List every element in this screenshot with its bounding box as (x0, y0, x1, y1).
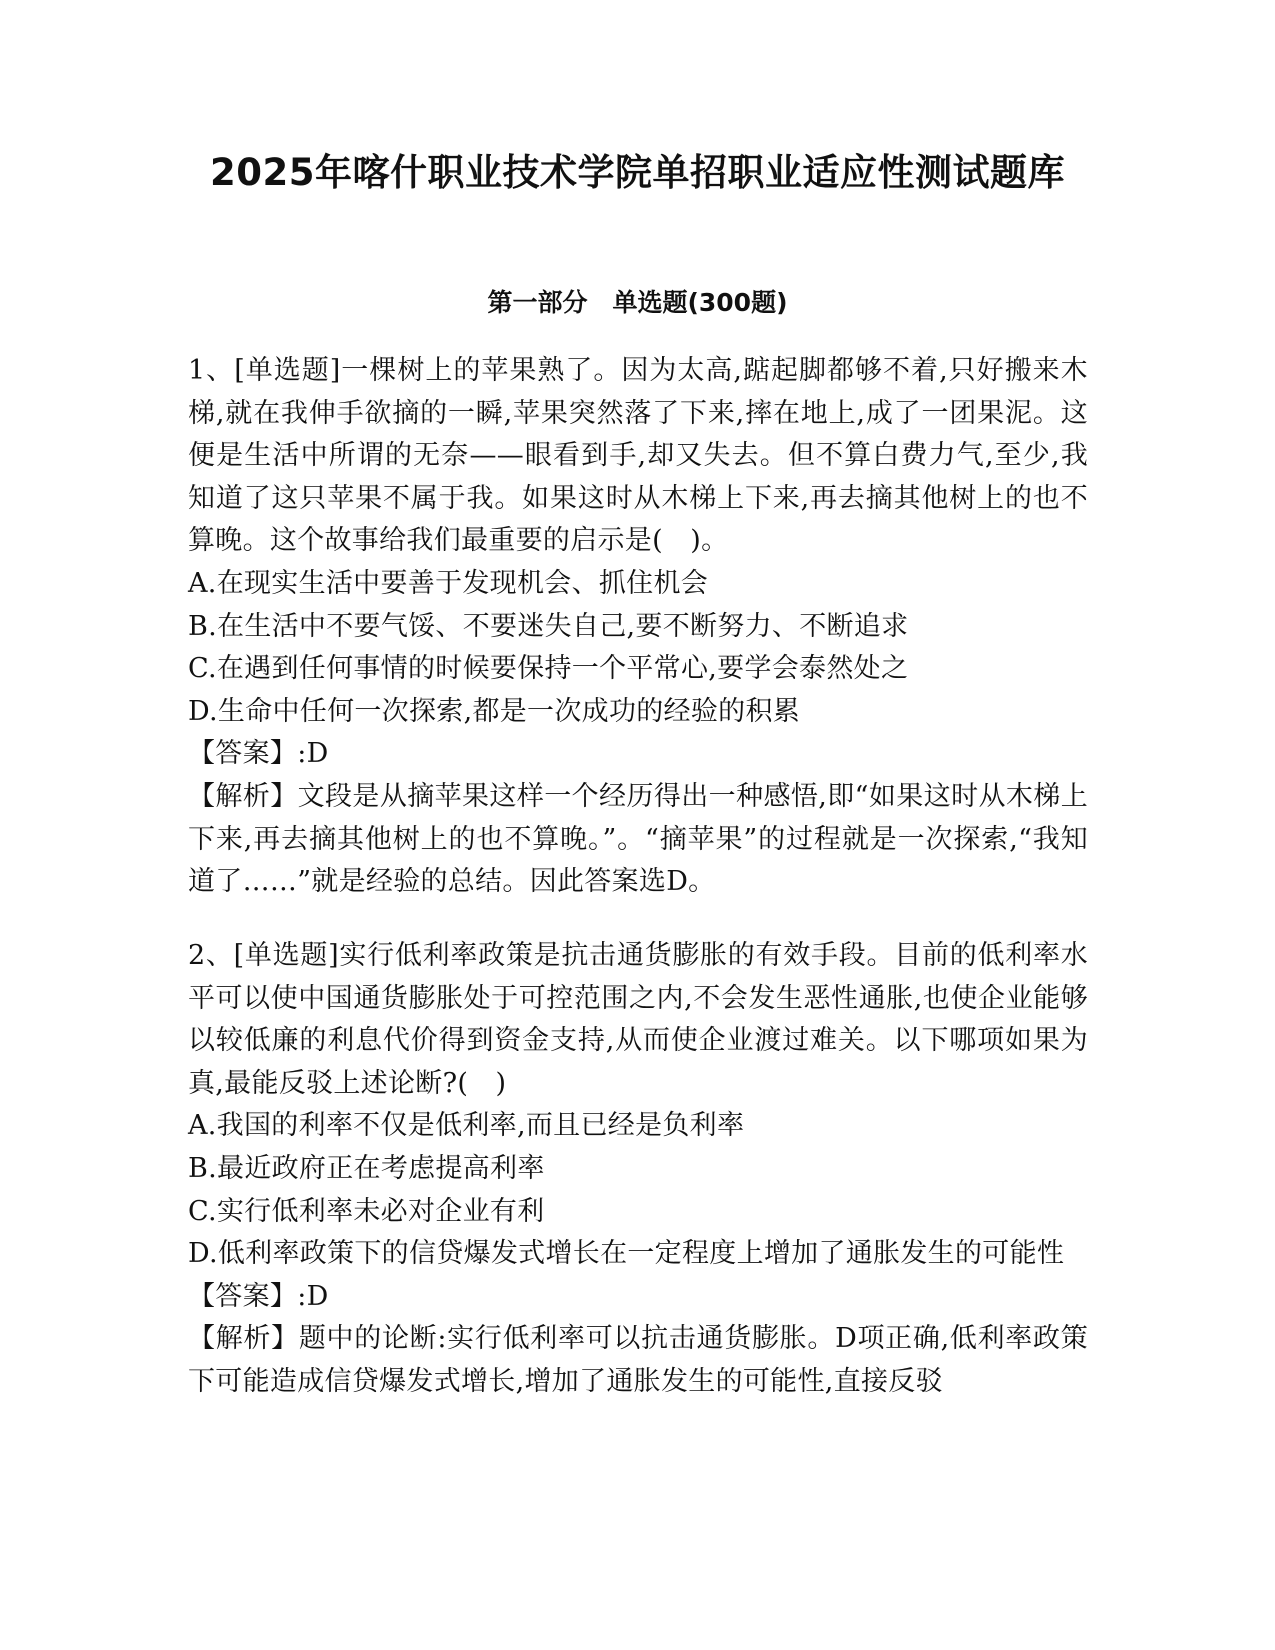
question-stem: 1、[单选题]一棵树上的苹果熟了。因为太高,踮起脚都够不着,只好搬来木梯,就在我伸手欲摘的一瞬,苹果突然落了下来,摔在地上,成了一团果泥。这便是生活中所谓的无奈——眼看到手,却又失去。但不算白费力气,至少,我知道了这只苹果不属于我。如果这时从木梯上下来,再去摘其他树上的也不算晚。这个故事给我们最重要的启示是( )。 (188, 355, 1088, 557)
option-c: C.实行低利率未必对企业有利 (188, 1195, 545, 1227)
answer-analysis: 【解析】题中的论断:实行低利率可以抗击通货膨胀。D项正确,低利率政策下可能造成信贷爆发式增长,增加了通胀发生的可能性,直接反驳 (188, 1323, 1088, 1397)
document-title: 2025年喀什职业技术学院单招职业适应性测试题库 (210, 151, 1065, 194)
option-c: C.在遇到任何事情的时候要保持一个平常心,要学会泰然处之 (188, 653, 909, 685)
answer-key: 【答案】:D (188, 738, 329, 770)
option-b: B.最近政府正在考虑提高利率 (188, 1152, 545, 1184)
option-a: A.我国的利率不仅是低利率,而且已经是负利率 (188, 1110, 745, 1142)
question-block (188, 350, 1088, 904)
question-block (188, 935, 1088, 1404)
option-d: D.生命中任何一次探索,都是一次成功的经验的积累 (188, 695, 801, 727)
answer-key: 【答案】:D (188, 1280, 329, 1312)
option-d: D.低利率政策下的信贷爆发式增长在一定程度上增加了通胀发生的可能性 (188, 1238, 1065, 1270)
section-title: 第一部分 单选题(300题) (487, 288, 788, 317)
option-b: B.在生活中不要气馁、不要迷失自己,要不断努力、不断追求 (188, 610, 909, 642)
answer-analysis: 【解析】文段是从摘苹果这样一个经历得出一种感悟,即“如果这时从木梯上下来,再去摘其他树上的也不算晚。”。“摘苹果”的过程就是一次探索,“我知道了……”就是经验的总结。因此答案选D。 (188, 780, 1088, 898)
option-a: A.在现实生活中要善于发现机会、抓住机会 (188, 567, 709, 599)
question-stem: 2、[单选题]实行低利率政策是抗击通货膨胀的有效手段。目前的低利率水平可以使中国通货膨胀处于可控范围之内,不会发生恶性通胀,也使企业能够以较低廉的利息代价得到资金支持,从而使企业渡过难关。以下哪项如果为真,最能反驳上述论断?( ) (188, 940, 1088, 1099)
